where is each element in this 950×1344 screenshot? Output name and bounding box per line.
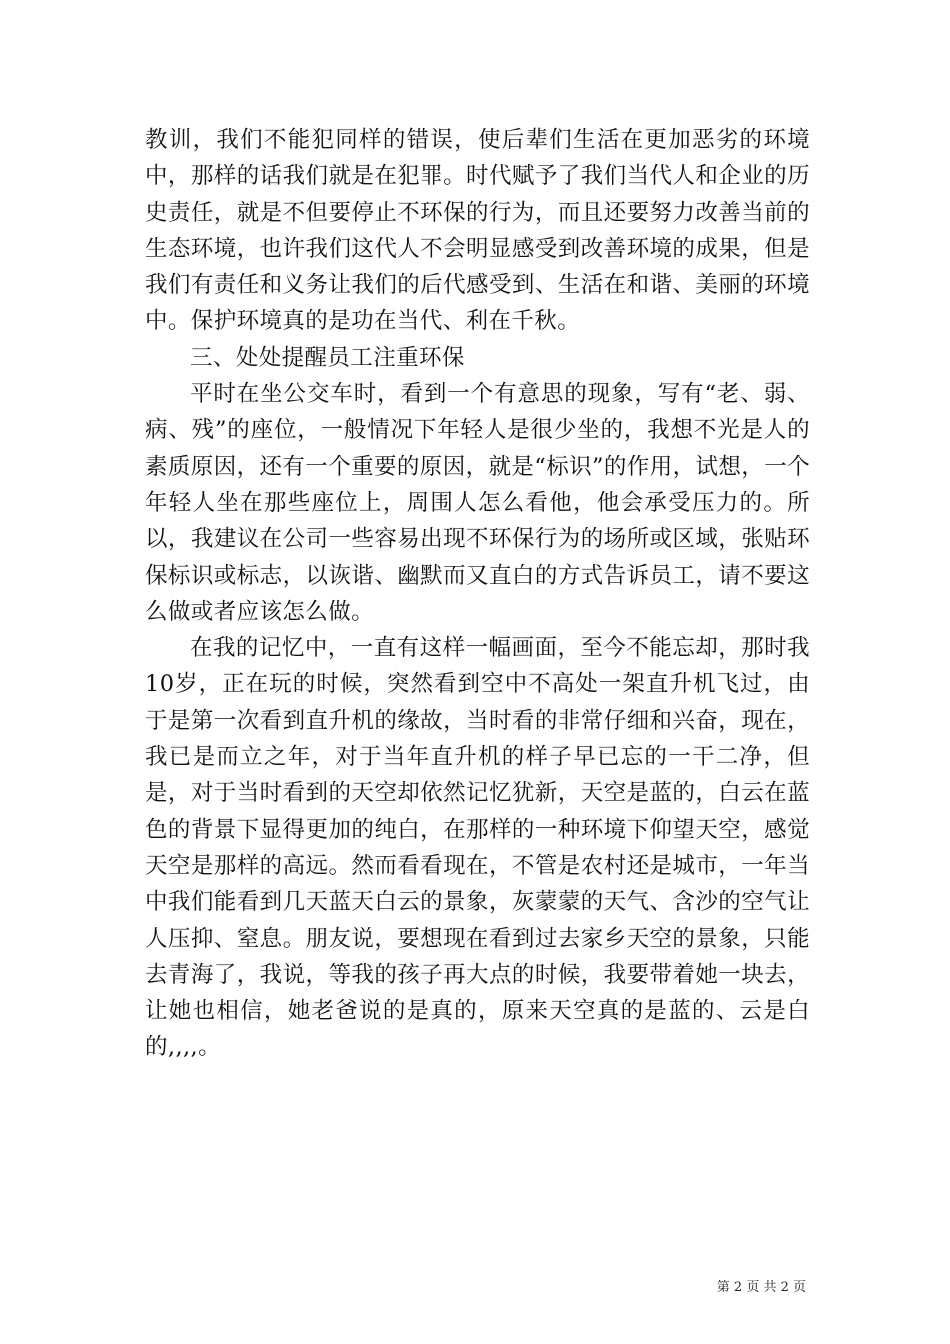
- paragraph-bus-seats: 平时在坐公交车时，看到一个有意思的现象，写有“老、弱、病、残”的座位，一般情况下年轻人是很少坐的，我想不光是人的素质原因，还有一个重要的原因，就是“标识”的作用，试想，一个年轻人坐在那些座位上，周围人怎么看他，他会承受压力的。所以，我建议在公司一些容易出现不环保行为的场所或区域，张贴环保标识或标志，以诙谐、幽默而又直白的方式告诉员工，请不要这么做或者应该怎么做。: [145, 381, 811, 625]
- paragraph-continuation: 教训，我们不能犯同样的错误，使后辈们生活在更加恶劣的环境中，那样的话我们就是在犯罪。时代赋予了我们当代人和企业的历史责任，就是不但要停止不环保的行为，而且还要努力改善当前的生态环境，也许我们这代人不会明显感受到改善环境的成果，但是我们有责任和义务让我们的后代感受到、生活在和谐、美丽的环境中。保护环境真的是功在当代、利在千秋。: [145, 127, 810, 335]
- paragraph-memory: 在我的记忆中，一直有这样一幅画面，至今不能忘却，那时我10岁，正在玩的时候，突然看到空中不高处一架直升机飞过，由于是第一次看到直升机的缘故，当时看的非常仔细和兴奋，现在，我已是而立之年，对于当年直升机的样子早已忘的一干二净，但是，对于当时看到的天空却依然记忆犹新，天空是蓝的，白云在蓝色的背景下显得更加的纯白，在那样的一种环境下仰望天空，感觉天空是那样的高远。然而看看现在，不管是农村还是城市，一年当中我们能看到几天蓝天白云的景象，灰蒙蒙的天气、含沙的空气让人压抑、窒息。朋友说，要想现在看到过去家乡天空的景象，只能去青海了，我说，等我的孩子再大点的时候，我要带着她一块去，让她也相信，她老爸说的是真的，原来天空真的是蓝的、云是白的,,,,。: [145, 635, 810, 1061]
- section-heading: 三、处处提醒员工注重环保: [190, 344, 465, 371]
- page-footer: 第 2 页 共 2 页: [716, 1280, 806, 1295]
- document-body: [145, 122, 810, 1066]
